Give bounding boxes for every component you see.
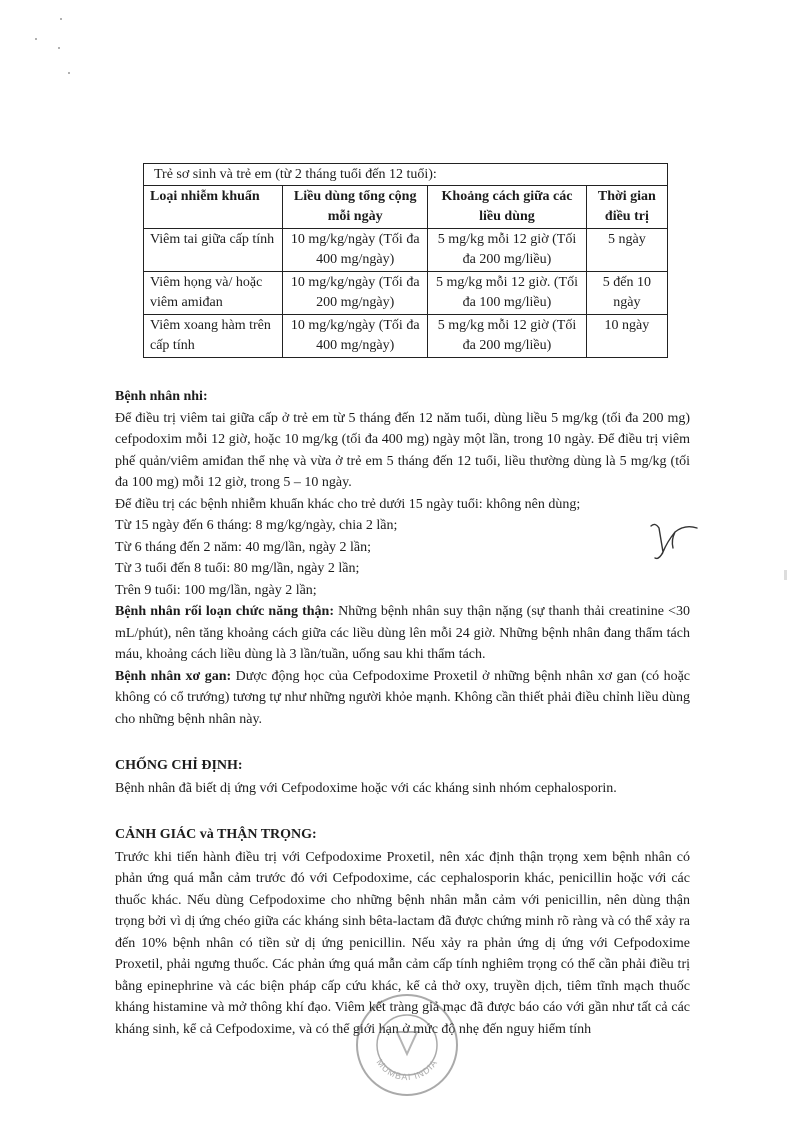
hepatic-paragraph [115,666,690,731]
document-body [115,386,690,1040]
table-header-row [144,186,668,229]
scan-mark [784,570,787,580]
renal-paragraph [115,601,690,666]
scan-speck [60,18,62,20]
dosage-line: Trên 9 tuổi: 100 mg/lần, ngày 2 lần; [115,582,317,598]
pediatric-heading: Bệnh nhân nhi: [115,389,208,404]
hepatic-heading: Bệnh nhân xơ gan: [115,668,232,684]
renal-heading: Bệnh nhân rối loạn chức năng thận: [115,604,335,619]
table-row [144,229,668,272]
renal-text: Những bệnh nhân suy thận nặng (sự thanh thải creatinine <30 mL/phút), nên tăng khoảng cách giữa các liều dùng lên mỗi 24 giờ. Những bệnh nhân đang thẩm tách máu, khoảng cách liều dùng là 3 lần/tuần, uống sau khi thẩm tách. [115,604,690,662]
column-header: Thời gian điều trị [586,186,667,229]
table-cell: 10 mg/kg/ngày (Tối đa 200 mg/ngày) [283,272,428,315]
scan-speck [35,38,37,40]
scan-speck [68,72,70,74]
table-cell: 10 mg/kg/ngày (Tối đa 400 mg/ngày) [283,229,428,272]
svg-text:MUMBAI INDIA [375,1057,440,1082]
dosage-line: Từ 3 tuổi đến 8 tuổi: 80 mg/lần, ngày 2 lần; [115,561,360,576]
table-cell: 10 mg/kg/ngày (Tối đa 400 mg/ngày) [283,315,428,358]
column-header: Loại nhiễm khuẩn [144,186,283,229]
table-cell: Viêm xoang hàm trên cấp tính [144,315,283,358]
table-cell: 5 mg/kg mỗi 12 giờ (Tối đa 200 mg/liều) [428,315,587,358]
pediatric-note: Để điều trị các bệnh nhiễm khuẩn khác cho trẻ dưới 15 ngày tuổi: không nên dùng; [115,496,581,512]
pediatric-dosage-table [143,163,668,358]
table-caption: Trẻ sơ sinh và trẻ em (từ 2 tháng tuổi đến 12 tuổi): [144,164,668,186]
column-header: Khoảng cách giữa các liều dùng [428,186,587,229]
table-row [144,315,668,358]
table-cell: Viêm họng và/ hoặc viêm amiđan [144,272,283,315]
pediatric-paragraph: Để điều trị viêm tai giữa cấp ở trẻ em từ 5 tháng đến 12 năm tuổi, dùng liều 5 mg/kg (tối đa 200 mg) cefpodoxim mỗi 12 giờ, hoặc 10 mg/kg (tối đa 400 mg) ngày một lần, trong 10 ngày. Để điều trị viêm phế quản/viêm amiđan thể nhẹ và vừa ở trẻ em 5 tháng đến 12 tuổi, liều thường dùng là 5 mg/kg (tối đa 100 mg) mỗi 12 giờ, trong 5 – 10 ngày. [115,410,690,490]
dosage-line: Từ 6 tháng đến 2 năm: 40 mg/lần, ngày 2 lần; [115,539,372,555]
table-cell: 5 mg/kg mỗi 12 giờ. (Tối đa 100 mg/liều) [428,272,587,315]
warnings-heading: CẢNH GIÁC và THẬN TRỌNG: [115,827,317,842]
table-row [144,272,668,315]
scan-speck [58,47,60,49]
table-cell: 5 ngày [586,229,667,272]
hepatic-text: Dược động học của Cefpodoxime Proxetil ở những bệnh nhân xơ gan (có hoặc không có cổ trướng) tương tự như những người khỏe mạnh. Không cần thiết phải điều chỉnh liều dùng cho những bệnh nhân này. [115,668,690,727]
table-cell: Viêm tai giữa cấp tính [144,229,283,272]
company-stamp [352,990,462,1100]
contraindications-text: Bệnh nhân đã biết dị ứng với Cefpodoxime hoặc với các kháng sinh nhóm cephalosporin. [115,780,617,796]
warnings-text: Trước khi tiến hành điều trị với Cefpodoxime Proxetil, nên xác định thận trọng xem bệnh nhân có phản ứng quá mẫn cảm trước đó với Cefpodoxime, các cephalosporin khác, penicillin hoặc với các thuốc khác. Nếu dùng Cefpodoxime cho những bệnh nhân mẫn cảm với penicillin, nên dùng thận trọng bởi vì dị ứng chéo giữa các kháng sinh bêta-lactam đã được chứng minh rõ ràng và có thể xảy ra đến 10% bệnh nhân có tiền sử dị ứng penicillin. Nếu xảy ra phản ứng dị ứng với Cefpodoxime Proxetil, phải ngưng thuốc. Các phản ứng quá mẫn cảm cấp tính nghiêm trọng có thể cần phải điều trị bằng epinephrine và các biện pháp cấp cứu khác, kể cả thở oxy, truyền dịch, tiêm tĩnh mạch thuốc kháng histamine và mở thông khí đạo. Viêm kết tràng giả mạc đã được báo cáo với gần như tất cả các kháng sinh, kể cả Cefpodoxime, và có thể giới hạn ở mức độ nhẹ đến nguy hiểm tính [115,849,690,1037]
contraindications-heading: CHỐNG CHỈ ĐỊNH: [115,758,243,773]
dosage-line: Từ 15 ngày đến 6 tháng: 8 mg/kg/ngày, chia 2 lần; [115,518,398,533]
table-cell: 5 mg/kg mỗi 12 giờ (Tối đa 200 mg/liều) [428,229,587,272]
handwritten-signature [645,518,705,568]
stamp-text: MUMBAI INDIA [374,1057,440,1083]
column-header: Liều dùng tổng cộng mỗi ngày [283,186,428,229]
table-caption-row [144,164,668,186]
table-cell: 5 đến 10 ngày [586,272,667,315]
table-cell: 10 ngày [586,315,667,358]
